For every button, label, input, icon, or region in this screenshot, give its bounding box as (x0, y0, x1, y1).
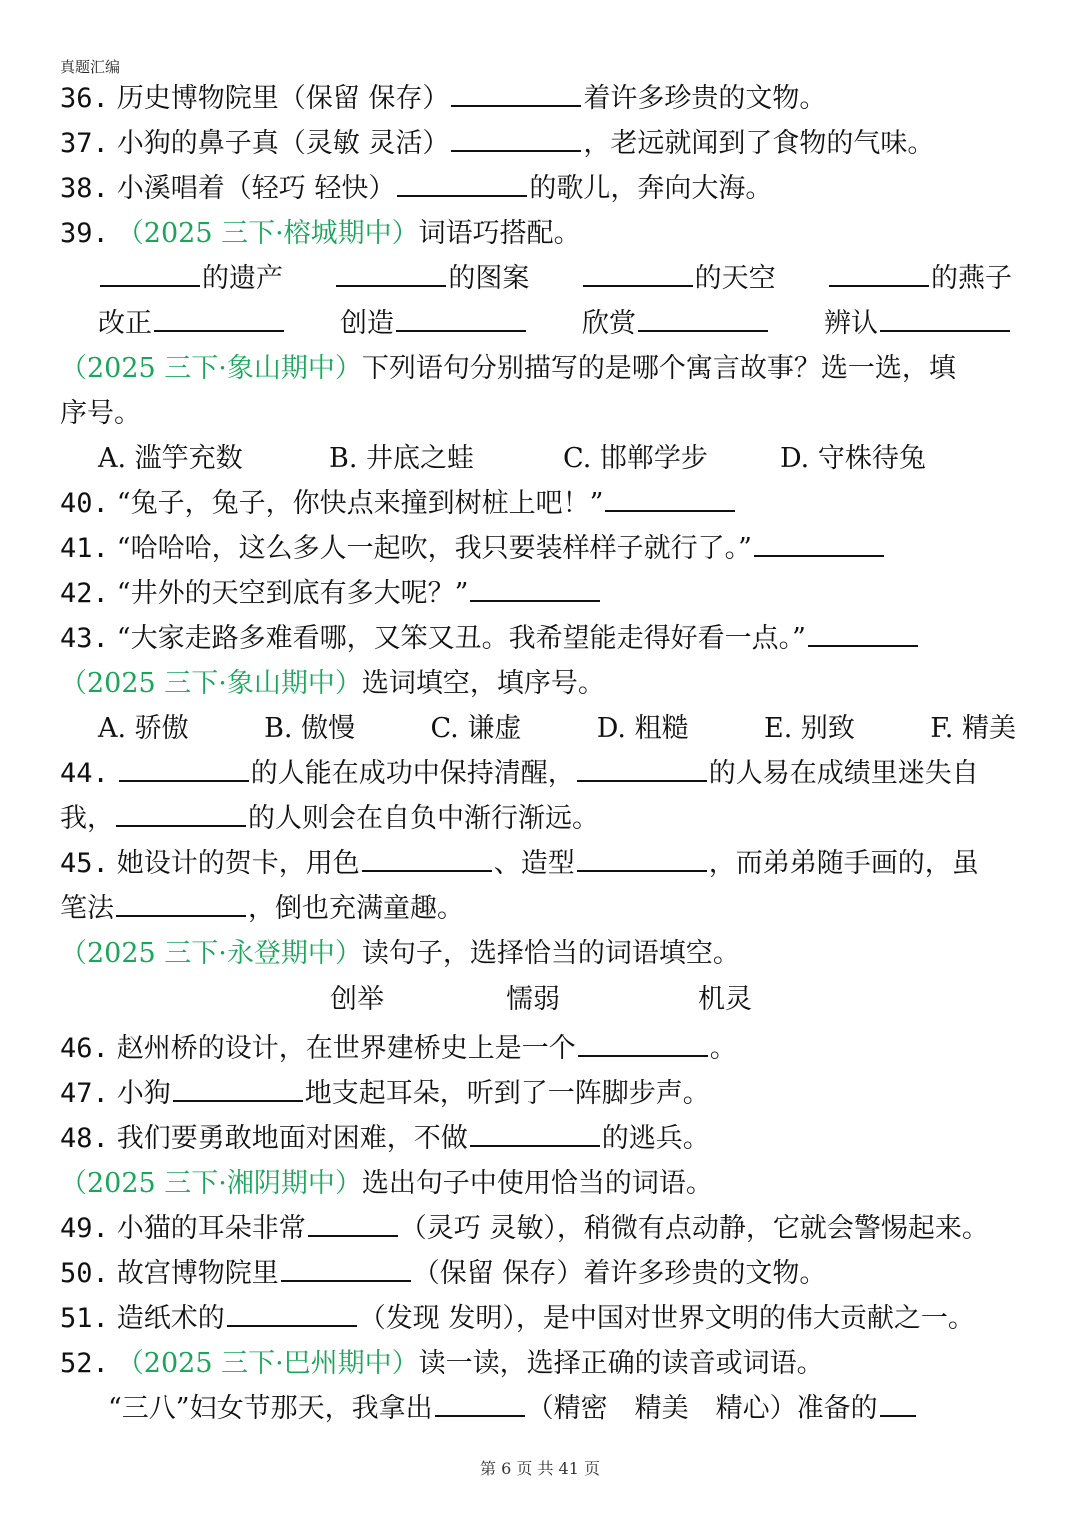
pair-item: 的燕子 (827, 261, 1012, 297)
answer-blank[interactable] (281, 1256, 411, 1282)
answer-blank[interactable] (227, 1301, 357, 1327)
section-heading: （2025 三下·象山期中）下列语句分别描写的是哪个寓言故事？选一选，填 (60, 353, 956, 384)
question-45-cont: 笔法 ，倒也充满童趣。 (60, 893, 464, 924)
question-42: 42. “井外的天空到底有多大呢？” (60, 576, 1020, 612)
answer-blank[interactable] (116, 891, 246, 917)
question-39: 39. （2025 三下·榕城期中）词语巧搭配。 (60, 218, 581, 249)
question-46: 46. 赵州桥的设计，在世界建桥史上是一个 。 (60, 1033, 737, 1064)
question-49: 49. 小猫的耳朵非常 （灵巧 灵敏），稍微有点动静，它就会警惕起来。 (60, 1213, 989, 1244)
answer-blank[interactable] (362, 846, 492, 872)
question-37: 37. 小狗的鼻子真（灵敏 灵活） ，老远就闻到了食物的气味。 (60, 128, 935, 159)
page-footer: 第 6 页 共 41 页 (480, 1459, 600, 1478)
pair-item: 欣赏 (582, 306, 770, 342)
header-label: 真题汇编 (60, 58, 121, 76)
section-heading: （2025 三下·湘阴期中）选出句子中使用恰当的词语。 (60, 1168, 713, 1199)
question-40: 40. “兔子，兔子，你快点来撞到树桩上吧！” (60, 486, 1020, 522)
section-heading: （2025 三下·永登期中）读句子，选择恰当的词语填空。 (60, 938, 740, 969)
answer-blank[interactable] (808, 621, 918, 647)
section-heading-cont: 序号。 (60, 398, 141, 429)
question-38: 38. 小溪唱着（轻巧 轻快） 的歌儿，奔向大海。 (60, 173, 773, 204)
source-tag: （2025 三下·巴州期中） (116, 1348, 419, 1379)
source-tag: （2025 三下·永登期中） (60, 938, 362, 969)
pair-item: 的图案 (334, 261, 529, 297)
question-44-cont: 我， 的人则会在自负中渐行渐远。 (60, 803, 599, 834)
question-36: 36. 历史博物院里（保留 保存） 着许多珍贵的文物。 (60, 83, 827, 114)
answer-blank[interactable] (754, 531, 884, 557)
source-tag: （2025 三下·象山期中） (60, 353, 362, 384)
answer-blank[interactable] (451, 126, 581, 152)
word-options: A. 骄傲 B. 傲慢 C. 谦虚 D. 粗糙 E. 别致 F. 精美 (98, 713, 1016, 744)
answer-blank[interactable] (119, 756, 249, 782)
question-43: 43. “大家走路多难看哪，又笨又丑。我希望能走得好看一点。” (60, 621, 1020, 657)
answer-blank[interactable] (173, 1076, 303, 1102)
answer-blank[interactable] (435, 1391, 525, 1417)
q39-row2 (98, 306, 1012, 342)
answer-blank[interactable] (577, 756, 707, 782)
pair-item: 辨认 (824, 306, 1012, 342)
q39-row1 (98, 261, 1012, 297)
question-47: 47. 小狗 地支起耳朵，听到了一阵脚步声。 (60, 1078, 710, 1109)
source-tag: （2025 三下·湘阴期中） (60, 1168, 362, 1199)
question-52: 52. （2025 三下·巴州期中）读一读，选择正确的读音或词语。 (60, 1348, 824, 1379)
pair-item: 的遗产 (98, 261, 283, 297)
answer-blank[interactable] (577, 846, 707, 872)
source-tag: （2025 三下·榕城期中） (116, 218, 419, 249)
question-52-text: “三八”妇女节那天，我拿出 （精密 精美 精心）准备的 (108, 1391, 1020, 1427)
answer-blank[interactable] (578, 1031, 708, 1057)
answer-blank[interactable] (308, 1211, 398, 1237)
answer-blank[interactable] (397, 171, 527, 197)
answer-blank[interactable] (605, 486, 735, 512)
pair-item: 改正 (98, 306, 286, 342)
answer-blank[interactable] (470, 1121, 600, 1147)
pair-item: 创造 (340, 306, 528, 342)
answer-blank[interactable] (880, 1391, 916, 1417)
answer-blank[interactable] (451, 81, 581, 107)
question-48: 48. 我们要勇敢地面对困难，不做 的逃兵。 (60, 1123, 710, 1154)
question-51: 51. 造纸术的 （发现 发明），是中国对世界文明的伟大贡献之一。 (60, 1303, 975, 1334)
word-bank: 创举 懦弱 机灵 (330, 984, 752, 1015)
pair-item: 的天空 (581, 261, 776, 297)
question-44: 44. 的人能在成功中保持清醒， 的人易在成绩里迷失自 (60, 758, 979, 789)
answer-blank[interactable] (470, 576, 600, 602)
source-tag: （2025 三下·象山期中） (60, 668, 362, 699)
answer-blank[interactable] (116, 801, 246, 827)
fable-options: A. 滥竽充数 B. 井底之蛙 C. 邯郸学步 D. 守株待兔 (98, 443, 926, 474)
question-41: 41. “哈哈哈，这么多人一起吹，我只要装样样子就行了。” (60, 531, 1020, 567)
section-heading: （2025 三下·象山期中）选词填空，填序号。 (60, 668, 605, 699)
question-50: 50. 故宫博物院里 （保留 保存）着许多珍贵的文物。 (60, 1258, 827, 1289)
question-45: 45. 她设计的贺卡，用色 、造型 ，而弟弟随手画的，虽 (60, 848, 979, 879)
